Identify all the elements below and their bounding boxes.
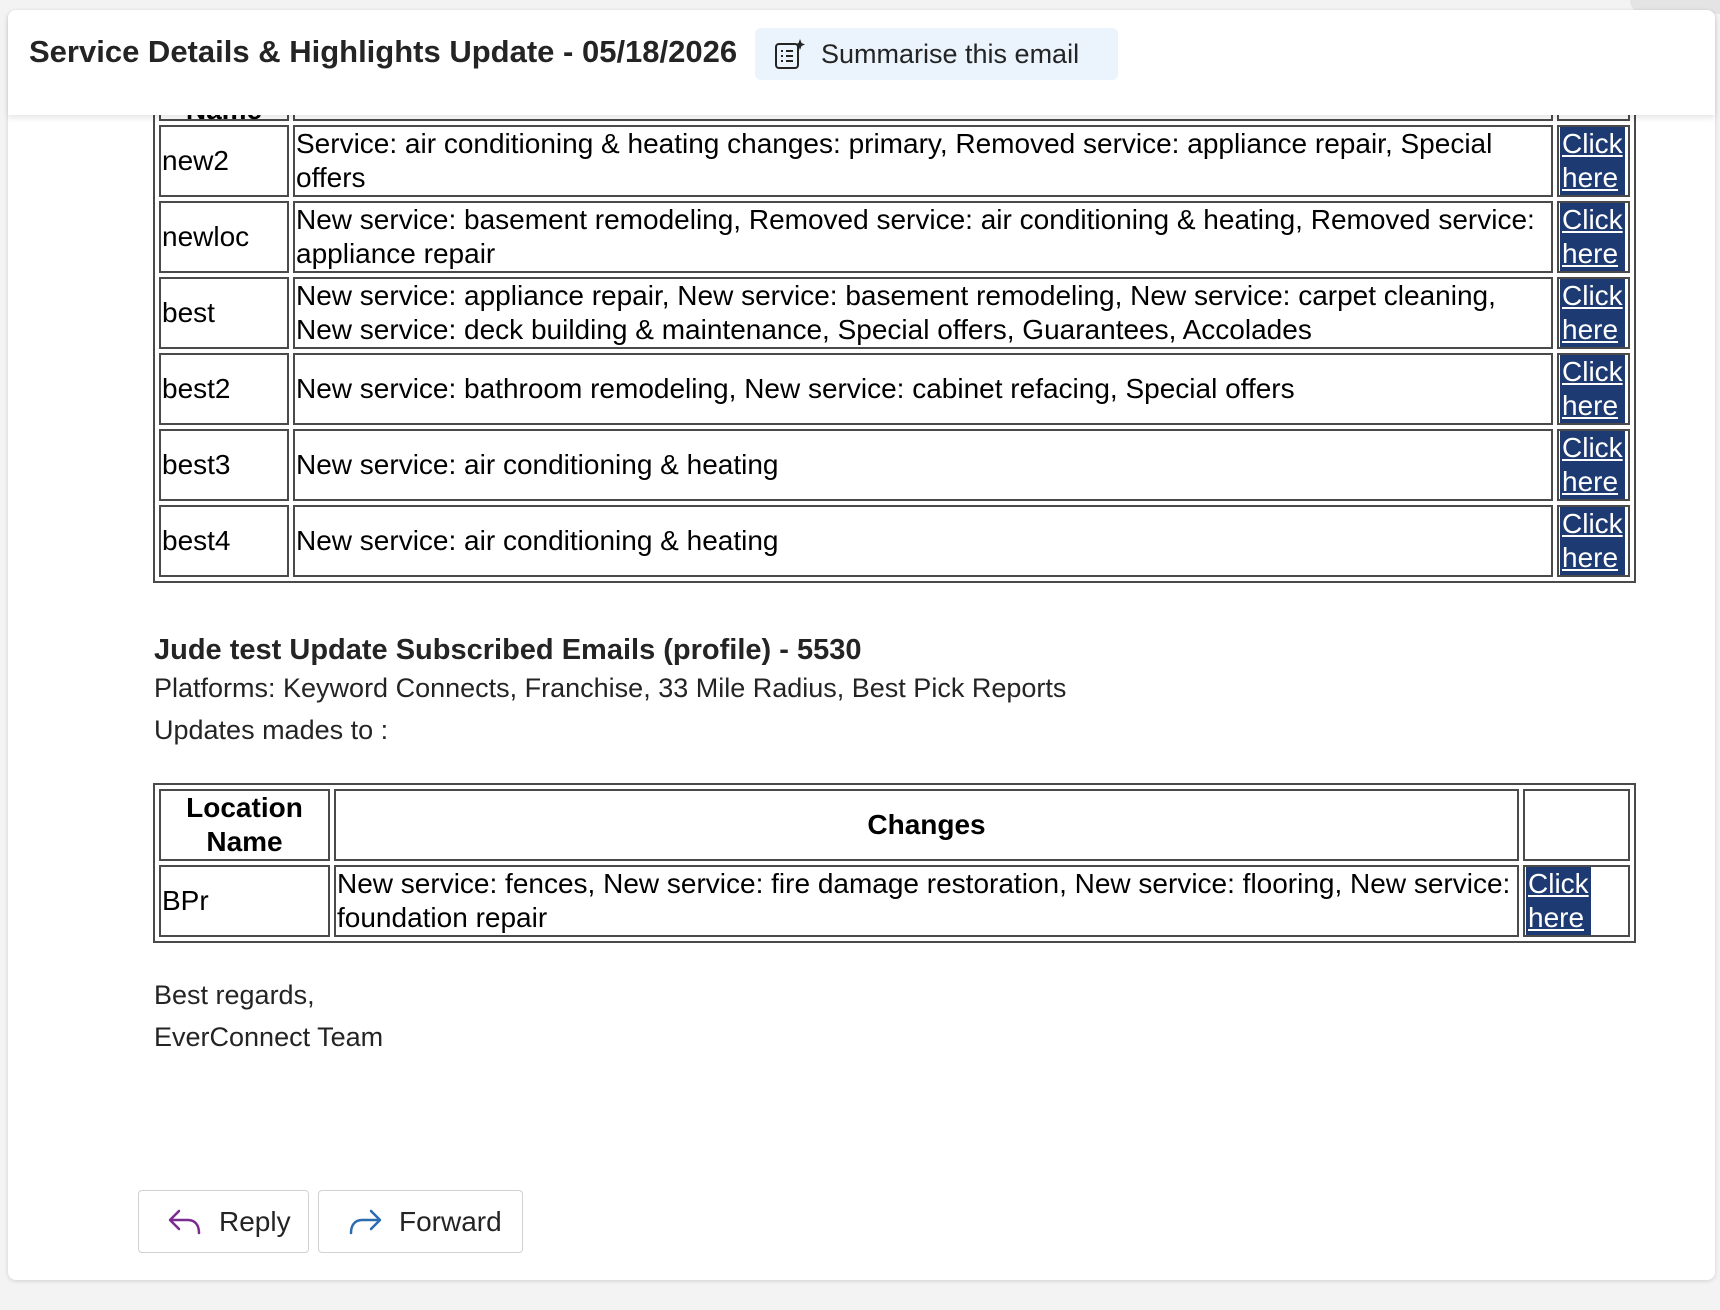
link-cell xyxy=(1523,865,1630,937)
link-cell xyxy=(1557,277,1630,349)
email-subject: Service Details & Highlights Update - 05/18/2026 xyxy=(29,34,738,69)
table-row xyxy=(159,125,1630,197)
table-header-row xyxy=(159,789,1630,861)
location-name-cell: best3 xyxy=(159,429,289,501)
click-here-link[interactable]: Click here xyxy=(1562,432,1623,497)
changes-cell: New service: air conditioning & heating xyxy=(293,505,1553,577)
click-here-link[interactable]: Click here xyxy=(1562,356,1623,421)
link-cell xyxy=(1557,429,1630,501)
summarise-email-button[interactable]: Summarise this email xyxy=(755,28,1118,80)
bottom-changes-table xyxy=(153,783,1636,943)
location-name-cell: best2 xyxy=(159,353,289,425)
link-cell xyxy=(1557,125,1630,197)
top-changes-table xyxy=(153,93,1636,583)
profile-section-title: Jude test Update Subscribed Emails (profile) - 5530 xyxy=(154,634,862,666)
location-name-cell: best xyxy=(159,277,289,349)
table-row xyxy=(159,353,1630,425)
signature-team: EverConnect Team xyxy=(154,1022,384,1052)
reply-icon xyxy=(167,1206,203,1238)
table-row xyxy=(159,865,1630,937)
column-header-location-name: Location Name xyxy=(159,789,330,861)
location-name-cell: new2 xyxy=(159,125,289,197)
changes-cell: New service: fences, New service: fire damage restoration, New service: flooring, New service: foundation repair xyxy=(334,865,1519,937)
click-here-link[interactable]: Click here xyxy=(1528,868,1589,933)
changes-cell: New service: appliance repair, New service: basement remodeling, New service: carpet cleaning, New service: deck building & maintenance, Special offers, Guarantees, Accolades xyxy=(293,277,1553,349)
link-cell xyxy=(1557,201,1630,273)
forward-button[interactable]: Forward xyxy=(318,1190,523,1253)
platforms-text: Platforms: Keyword Connects, Franchise, 33 Mile Radius, Best Pick Reports xyxy=(154,673,1067,703)
updates-label: Updates mades to : xyxy=(154,715,389,745)
click-here-link[interactable]: Click here xyxy=(1562,280,1623,345)
table-row xyxy=(159,201,1630,273)
location-name-cell: best4 xyxy=(159,505,289,577)
changes-cell: New service: air conditioning & heating xyxy=(293,429,1553,501)
reply-button[interactable]: Reply xyxy=(138,1190,309,1253)
link-cell xyxy=(1557,353,1630,425)
forward-icon xyxy=(347,1206,383,1238)
copilot-summary-icon xyxy=(772,37,806,71)
table-row xyxy=(159,429,1630,501)
email-header xyxy=(8,10,1715,115)
email-reading-pane xyxy=(8,10,1715,1280)
table-row xyxy=(159,505,1630,577)
changes-cell: Service: air conditioning & heating changes: primary, Removed service: appliance repair, Special offers xyxy=(293,125,1553,197)
signature-closing: Best regards, xyxy=(154,980,315,1010)
click-here-link[interactable]: Click here xyxy=(1562,128,1623,193)
email-body xyxy=(8,10,1715,1280)
changes-cell: New service: basement remodeling, Removed service: air conditioning & heating, Removed service: appliance repair xyxy=(293,201,1553,273)
link-cell xyxy=(1557,505,1630,577)
column-header-changes: Changes xyxy=(334,789,1519,861)
table-row xyxy=(159,277,1630,349)
location-name-cell: newloc xyxy=(159,201,289,273)
column-header-link xyxy=(1523,789,1630,861)
location-name-cell: BPr xyxy=(159,865,330,937)
click-here-link[interactable]: Click here xyxy=(1562,508,1623,573)
click-here-link[interactable]: Click here xyxy=(1562,204,1623,269)
changes-cell: New service: bathroom remodeling, New service: cabinet refacing, Special offers xyxy=(293,353,1553,425)
